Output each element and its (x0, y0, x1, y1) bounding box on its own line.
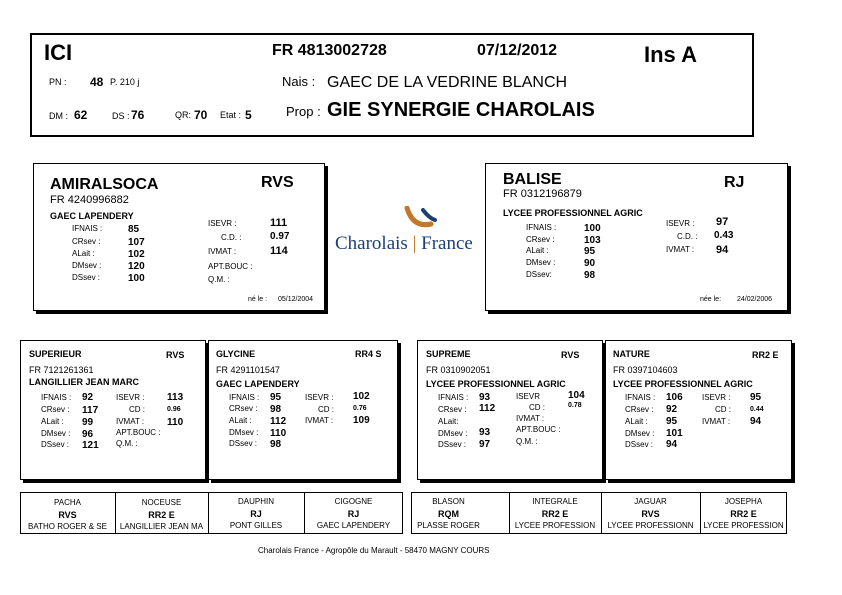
grand-2-aptbouc-label: APT.BOUC : (516, 425, 561, 434)
grand-1-dmsev-label: DMsev : (229, 428, 259, 437)
grand-1-dmsev: 110 (270, 428, 287, 439)
grand-3-code: RR2 E (752, 350, 779, 360)
sire-name: AMIRALSOCA (50, 176, 159, 193)
grand-1-ifnais-label: IFNAIS : (229, 393, 260, 402)
grand-2-ivmat-label: IVMAT : (516, 414, 545, 423)
grand-3-dssev: 94 (666, 439, 678, 450)
etat-label: Etat : (220, 110, 242, 120)
grand-0-crsev: 117 (82, 405, 99, 416)
dam-breeder: LYCEE PROFESSIONNEL AGRIC (503, 208, 643, 218)
grand-0-cd: 0.96 (167, 406, 181, 413)
grand-2-dmsev-label: DMsev : (438, 429, 468, 438)
dam-dssev: 98 (584, 270, 596, 281)
great-4-name: BLASON (432, 497, 465, 506)
great-0-breeder: BATHO ROGER & SE (28, 522, 107, 531)
sire-ivmat-label: IVMAT : (208, 247, 237, 256)
grand-0-alait-label: ALait : (41, 417, 64, 426)
grand-3-ifnais-label: IFNAIS : (625, 393, 656, 402)
grand-1-alait-label: ALait : (229, 416, 252, 425)
grand-2-alait-label: ALait: (438, 417, 459, 426)
sire-isevr: 111 (270, 217, 288, 229)
great-5-code: RR2 E (541, 509, 569, 519)
grand-0-dssev-label: DSsev : (41, 440, 70, 449)
great-6-name: JAGUAR (634, 497, 667, 506)
grand-2-dssev-label: DSsev : (438, 440, 467, 449)
nais-value: GAEC DE LA VEDRINE BLANCH (327, 74, 568, 91)
crest-icon (401, 206, 441, 234)
grand-3-ifnais: 106 (666, 392, 683, 403)
grand-0-number: FR 7121261361 (29, 365, 94, 375)
sire-crsev-label: CRsev : (72, 237, 101, 246)
grand-2-number: FR 0310902051 (426, 365, 491, 375)
great-1-code: RR2 E (148, 510, 175, 520)
grand-1-dssev: 98 (270, 439, 282, 450)
great-1-breeder: LANGILLIER JEAN MA (119, 522, 204, 531)
charolais-france-logo: Charolais | France (333, 206, 475, 262)
grand-2-cd-label: CD : (529, 403, 545, 412)
grand-1-code: RR4 S (355, 349, 382, 359)
sire-code: RVS (261, 174, 294, 191)
grand-2-crsev: 112 (479, 403, 496, 414)
sire-ifnais: 85 (128, 224, 140, 235)
grand-0-ifnais-label: IFNAIS : (41, 393, 72, 402)
grand-1-crsev: 98 (270, 404, 282, 415)
grand-1-ifnais: 95 (270, 392, 282, 403)
grand-0-ivmat: 110 (167, 417, 184, 428)
dam-born-label: née le: (700, 296, 722, 303)
animal-name: ICI (44, 40, 73, 65)
dam-ivmat-label: IVMAT : (666, 245, 695, 254)
dam-isevr-label: ISEVR : (666, 219, 695, 228)
grand-3-crsev-label: CRsev : (625, 405, 654, 414)
dam-cd: 0.43 (714, 230, 734, 241)
grand-2-name: SUPREME (426, 349, 471, 359)
grand-1-number: FR 4291101547 (216, 365, 280, 375)
grand-0-crsev-label: CRsev : (41, 405, 70, 414)
grand-2-dssev: 97 (479, 439, 491, 450)
dam-isevr: 97 (716, 216, 729, 228)
prop-label: Prop : (286, 104, 321, 119)
great-2-code: RJ (250, 509, 262, 519)
great-0-code: RVS (58, 510, 77, 520)
dam-dmsev-label: DMsev : (526, 258, 556, 267)
qr-value: 70 (194, 108, 208, 122)
sire-born-label: né le : (248, 296, 268, 303)
grand-1-crsev-label: CRsev : (229, 404, 258, 413)
grand-3-isevr-label: ISEVR : (702, 393, 731, 402)
pn-label: PN : (49, 77, 67, 87)
qr-label: QR: (175, 110, 192, 120)
ds-value: 76 (131, 108, 145, 122)
sire-breeder: GAEC LAPENDERY (50, 211, 134, 221)
prop-value: GIE SYNERGIE CHAROLAIS (327, 99, 595, 121)
grand-0-aptbouc-label: APT.BOUC : (116, 428, 161, 437)
sire-qm-label: Q.M. : (208, 275, 230, 284)
grand-0-cd-label: CD : (129, 405, 145, 414)
sire-cd: 0.97 (270, 231, 290, 242)
grand-0-qm-label: Q.M. : (116, 439, 138, 448)
grand-0-dmsev-label: DMsev : (41, 429, 71, 438)
grand-0-ivmat-label: IVMAT : (116, 417, 145, 426)
animal-number: FR 4813002728 (272, 42, 387, 59)
great-7-breeder: LYCEE PROFESSION (703, 521, 784, 530)
grand-2-cd: 0.78 (568, 402, 582, 409)
footer-address: Charolais France - Agropôle du Marault - 58470 MAGNY COURS (258, 546, 490, 555)
dam-crsev-label: CRsev : (526, 235, 555, 244)
dam-code: RJ (724, 174, 745, 191)
dm-label: DM : (49, 111, 68, 121)
dam-cd-label: C.D. : (677, 232, 698, 241)
grand-0-breeder: LANGILLIER JEAN MARC (29, 377, 139, 387)
animal-status: Ins A (644, 42, 697, 67)
sire-alait: 102 (128, 249, 145, 260)
grand-3-alait: 95 (666, 416, 678, 427)
sire-number: FR 4240996882 (50, 194, 129, 206)
sire-dmsev: 120 (128, 261, 145, 272)
grand-2-isevr: 104 (568, 390, 585, 401)
grand-0-isevr-label: ISEVR : (116, 393, 145, 402)
dm-value: 62 (74, 108, 88, 122)
grand-1-ivmat-label: IVMAT : (305, 416, 334, 425)
grand-3-dmsev-label: DMsev : (625, 429, 655, 438)
grand-1-dssev-label: DSsev : (229, 439, 258, 448)
great-2-breeder: PONT GILLES (229, 521, 283, 530)
grand-3-cd-label: CD : (715, 405, 731, 414)
grand-2-qm-label: Q.M. : (516, 437, 538, 446)
logo-text-right: France (421, 233, 473, 254)
great-7-code: RR2 E (730, 509, 757, 519)
pn-weight: P. 210 j (110, 77, 140, 87)
grand-1-breeder: GAEC LAPENDERY (216, 379, 300, 389)
sire-aptbouc-label: APT.BOUC : (208, 262, 253, 271)
grand-0-ifnais: 92 (82, 392, 94, 403)
sire-alait-label: ALait : (72, 249, 95, 258)
grand-0-isevr: 113 (167, 392, 184, 403)
animal-date: 07/12/2012 (477, 42, 558, 59)
grand-3-name: NATURE (613, 349, 650, 359)
dam-alait-label: ALait : (526, 246, 549, 255)
grand-1-cd: 0.76 (353, 405, 367, 412)
grand-2-breeder: LYCEE PROFESSIONNEL AGRIC (426, 379, 566, 389)
dam-born: 24/02/2006 (737, 296, 773, 303)
grand-3-alait-label: ALait : (625, 417, 648, 426)
sire-dssev-label: DSsev : (72, 273, 101, 282)
sire-crsev: 107 (128, 237, 145, 248)
grand-2-isevr-label: ISEVR (516, 392, 541, 401)
dam-alait: 95 (584, 246, 596, 257)
pn-value: 48 (90, 75, 104, 89)
great-2-name: DAUPHIN (237, 497, 274, 506)
grand-1-alait: 112 (270, 416, 287, 427)
grand-3-dssev-label: DSsev : (625, 440, 654, 449)
dam-ivmat: 94 (716, 244, 729, 256)
grand-1-ivmat: 109 (353, 415, 370, 426)
grand-0-alait: 99 (82, 417, 94, 428)
sire-ivmat: 114 (270, 245, 288, 257)
grand-2-dmsev: 93 (479, 427, 491, 438)
great-4-code: RQM (438, 509, 459, 519)
great-0-name: PACHA (54, 498, 81, 507)
great-4-breeder: PLASSE ROGER (417, 521, 480, 530)
grand-3-dmsev: 101 (666, 428, 683, 439)
nais-label: Nais : (282, 74, 316, 89)
dam-ifnais-label: IFNAIS : (526, 223, 557, 232)
great-1-name: NOCEUSE (141, 498, 182, 507)
great-3-breeder: GAEC LAPENDERY (316, 521, 391, 530)
logo-text-left: Charolais (335, 233, 408, 254)
sire-isevr-label: ISEVR : (208, 219, 237, 228)
sire-dmsev-label: DMsev : (72, 261, 102, 270)
dam-dmsev: 90 (584, 258, 596, 269)
grand-2-ifnais: 93 (479, 392, 491, 403)
grand-3-number: FR 0397104603 (613, 365, 678, 375)
dam-crsev: 103 (584, 235, 601, 246)
sire-born: 05/12/2004 (278, 296, 314, 303)
grand-0-dssev: 121 (82, 440, 99, 451)
etat-value: 5 (245, 108, 252, 122)
sire-ifnais-label: IFNAIS : (72, 224, 103, 233)
grand-3-isevr: 95 (750, 392, 762, 403)
grand-3-breeder: LYCEE PROFESSIONNEL AGRIC (613, 379, 753, 389)
grand-0-code: RVS (166, 350, 185, 360)
dam-number: FR 0312196879 (503, 188, 582, 200)
dam-dssev-label: DSsev: (526, 270, 552, 279)
great-3-code: RJ (347, 509, 360, 519)
great-3-name: CIGOGNE (334, 497, 373, 506)
great-7-name: JOSEPHA (724, 497, 763, 506)
great-5-name: INTEGRALE (532, 497, 578, 506)
grand-2-crsev-label: CRsev : (438, 405, 467, 414)
grand-1-name: GLYCINE (216, 349, 256, 359)
sire-cd-label: C.D. : (221, 233, 242, 242)
great-6-breeder: LYCEE PROFESSIONN (607, 521, 694, 530)
grand-0-dmsev: 96 (82, 429, 94, 440)
grand-1-isevr: 102 (353, 391, 370, 402)
grand-0-name: SUPERIEUR (29, 349, 82, 359)
grand-3-ivmat-label: IVMAT : (702, 417, 731, 426)
grand-3-ivmat: 94 (750, 416, 762, 427)
grand-1-isevr-label: ISEVR : (305, 393, 334, 402)
grand-2-ifnais-label: IFNAIS : (438, 393, 469, 402)
great-6-code: RVS (641, 509, 660, 519)
grand-2-code: RVS (561, 350, 580, 360)
grand-3-cd: 0.44 (750, 406, 764, 413)
grand-3-crsev: 92 (666, 404, 678, 415)
dam-name: BALISE (503, 171, 562, 188)
grand-1-cd-label: CD : (318, 405, 334, 414)
dam-ifnais: 100 (584, 223, 601, 234)
ds-label: DS : (112, 111, 130, 121)
sire-dssev: 100 (128, 273, 145, 284)
great-5-breeder: LYCEE PROFESSION (514, 521, 596, 530)
